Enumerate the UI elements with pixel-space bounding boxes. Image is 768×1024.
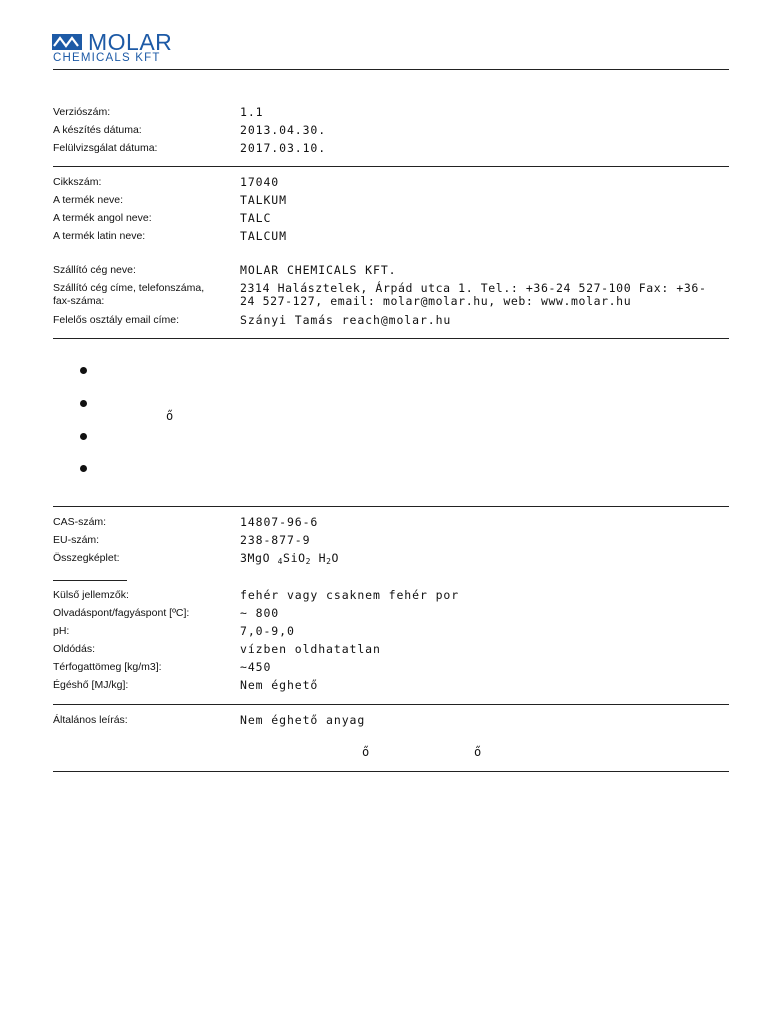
formula-value — [240, 552, 339, 568]
company-logo — [52, 29, 212, 66]
version-label: Verziószám: — [53, 106, 111, 118]
supplier-name-label: Szállító cég neve: — [53, 264, 136, 276]
product-english-name-label: A termék angol neve: — [53, 212, 152, 224]
divider — [53, 771, 729, 772]
stray-glyph: ő — [474, 745, 482, 759]
bullet — [80, 400, 87, 407]
divider — [53, 506, 729, 507]
created-date-label: A készítés dátuma: — [53, 124, 142, 136]
wave-logo-icon — [52, 34, 82, 50]
divider — [53, 338, 729, 339]
created-date-value: 2013.04.30. — [240, 123, 327, 137]
responsible-email-label: Felelős osztály email címe: — [53, 314, 180, 326]
divider — [53, 166, 729, 167]
logo-name: MOLAR — [88, 29, 173, 55]
heat-of-combustion-value: Nem éghető — [240, 678, 319, 692]
formula-part: 3MgO — [240, 551, 278, 565]
formula-subscript: 4 — [277, 557, 284, 566]
product-latin-name-value: TALCUM — [240, 229, 287, 243]
revision-date-label: Felülvizsgálat dátuma: — [53, 142, 158, 154]
bullet — [80, 433, 87, 440]
short-divider — [53, 580, 127, 581]
product-name-label: A termék neve: — [53, 194, 124, 206]
supplier-address-label: Szállító cég címe, telefonszáma, fax-száma: — [53, 282, 205, 307]
responsible-email-value: Szányi Tamás reach@molar.hu — [240, 313, 452, 327]
revision-date-value: 2017.03.10. — [240, 141, 327, 155]
supplier-name-value: MOLAR CHEMICALS KFT. — [240, 263, 397, 277]
formula-part: O — [331, 551, 340, 565]
eu-number-value: 238-877-9 — [240, 533, 311, 547]
general-description-label: Általános leírás: — [53, 714, 128, 726]
formula-subscript: 2 — [305, 557, 312, 566]
appearance-value: fehér vagy csaknem fehér por — [240, 588, 460, 602]
version-value: 1.1 — [240, 105, 264, 119]
ph-label: pH: — [53, 625, 70, 637]
formula-subscript: 2 — [326, 557, 332, 566]
formula-part: SiO — [283, 551, 306, 565]
stray-glyph: ő — [166, 409, 174, 423]
bullet — [80, 367, 87, 374]
general-description-value: Nem éghető anyag — [240, 713, 366, 727]
logo-subtitle: CHEMICALS KFT — [53, 52, 161, 64]
melting-point-value: ~ 800 — [240, 606, 280, 620]
eu-number-label: EU-szám: — [53, 534, 100, 546]
ph-value: 7,0-9,0 — [240, 624, 295, 638]
supplier-address-value: 2314 Halásztelek, Árpád utca 1. Tel.: +36-24 527-100 Fax: +36-24 527-127, email: molar@molar.hu, web: www.molar.hu — [240, 281, 707, 308]
article-number-value: 17040 — [240, 175, 280, 189]
bullet — [80, 465, 87, 472]
article-number-label: Cikkszám: — [53, 176, 102, 188]
cas-number-label: CAS-szám: — [53, 516, 107, 528]
cas-number-value: 14807-96-6 — [240, 515, 319, 529]
product-english-name-value: TALC — [240, 211, 272, 225]
product-latin-name-label: A termék latin neve: — [53, 230, 146, 242]
stray-glyph: ő — [362, 745, 370, 759]
appearance-label: Külső jellemzők: — [53, 589, 129, 601]
solubility-value: vízben oldhatatlan — [240, 642, 381, 656]
divider — [53, 704, 729, 705]
bulk-density-label: Térfogattömeg [kg/m3]: — [53, 661, 162, 673]
formula-label: Összegképlet: — [53, 552, 120, 564]
bulk-density-value: ~450 — [240, 660, 272, 674]
melting-point-label: Olvadáspont/fagyáspont [ºC]: — [53, 607, 190, 619]
heat-of-combustion-label: Égéshő [MJ/kg]: — [53, 679, 129, 691]
divider — [53, 69, 729, 70]
solubility-label: Oldódás: — [53, 643, 96, 655]
formula-part: H — [311, 551, 327, 565]
product-name-value: TALKUM — [240, 193, 287, 207]
